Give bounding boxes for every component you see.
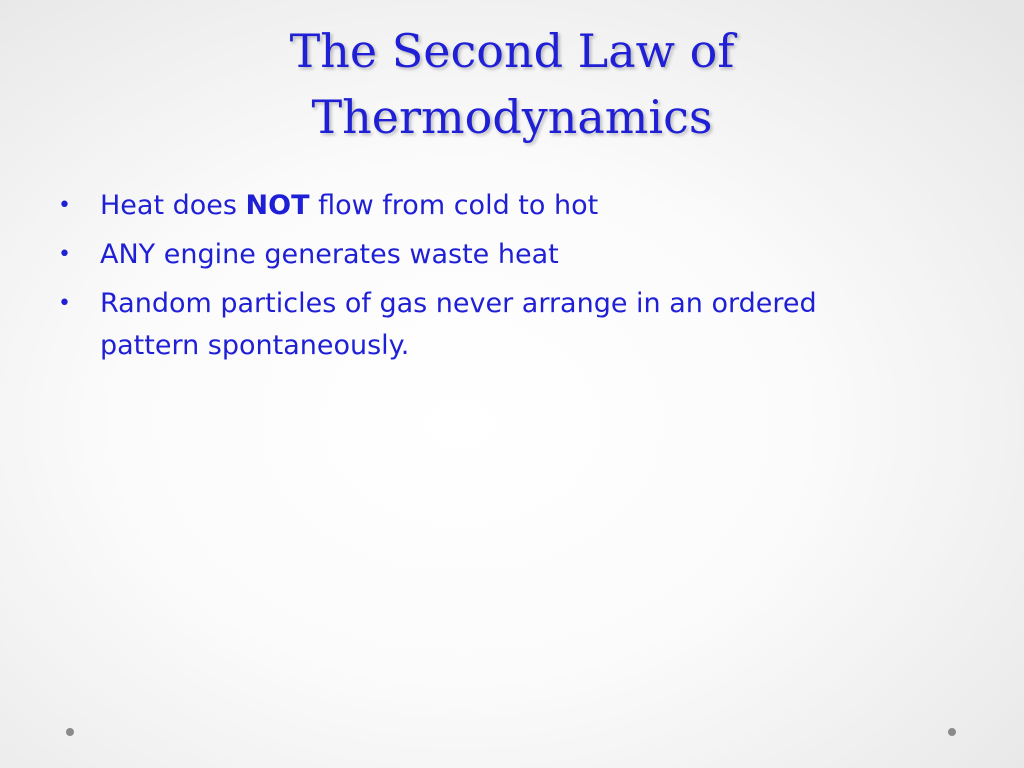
bullet-dot-icon: • (58, 291, 71, 316)
bullet-dot-icon: • (58, 193, 71, 218)
bullet-list (58, 185, 888, 374)
slide-title-line-2: Thermodynamics (311, 90, 713, 144)
bullet-item (58, 185, 888, 227)
bullet-item (58, 283, 888, 367)
bullet-item (58, 234, 888, 276)
slide-title-line-1: The Second Law of (289, 24, 735, 78)
bullet-text-start: Heat does (100, 190, 246, 221)
bullet-dot-icon: • (58, 242, 71, 267)
bullet-text: Random particles of gas never arrange in an ordered pattern spontaneously. (100, 288, 817, 361)
decorative-dot-icon (66, 728, 74, 736)
slide-title (120, 18, 904, 150)
bullet-emphasis: NOT (245, 190, 310, 221)
bullet-text: ANY engine generates waste heat (100, 239, 559, 270)
decorative-dot-icon (948, 728, 956, 736)
bullet-text-end: flow from cold to hot (309, 190, 599, 221)
